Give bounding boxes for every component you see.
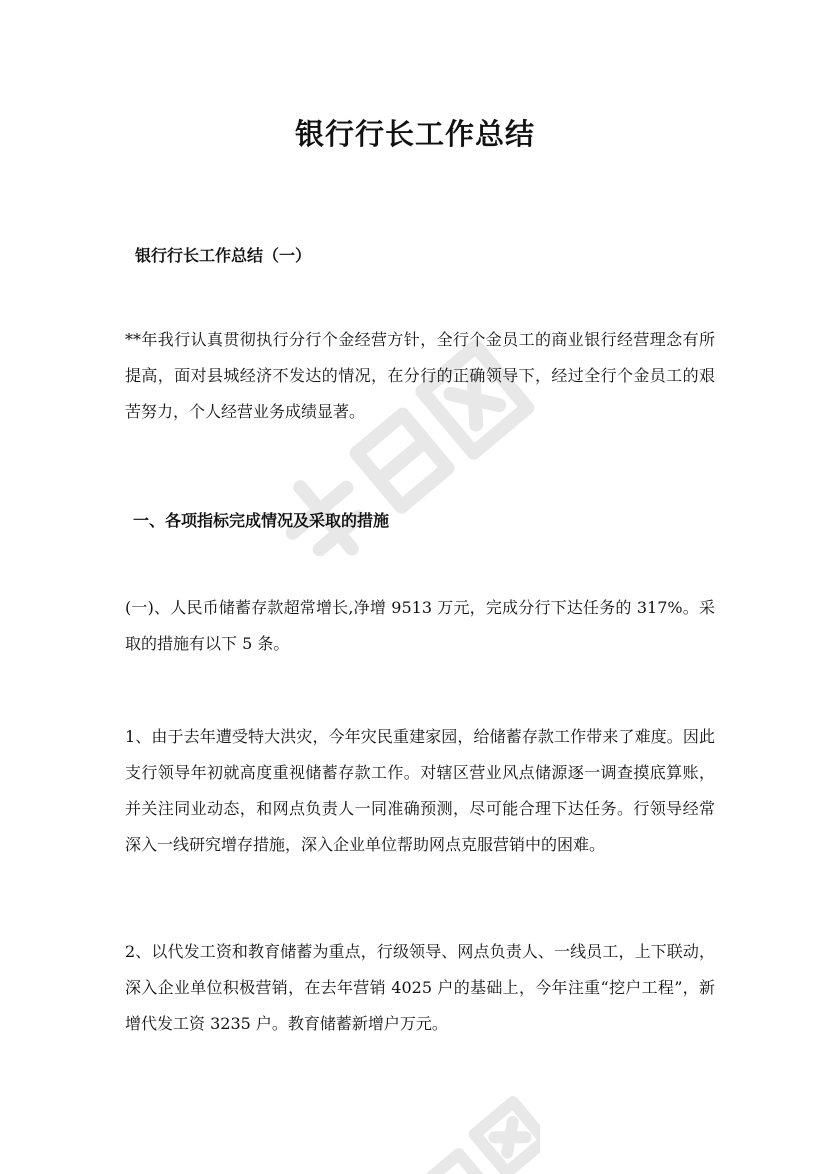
watermark-logo-bottom [380,1080,540,1174]
item-a-paragraph: (一)、人民币储蓄存款超常增长,净增 9513 万元，完成分行下达任务的 317%。采取的措施有以下 5 条。 [125,598,715,653]
item-2-paragraph: 2、以代发工资和教育储蓄为重点，行级领导、网点负责人、一线员工，上下联动，深入企业单位积极营销，在去年营销 4025 户的基础上，今年注重“挖户工程”，新增代发工资 3235 户。教育储蓄新增户万元。 [125,942,715,1033]
intro-paragraph: **年我行认真贯彻执行分行个金经营方针，全行个金员工的商业银行经营理念有所提高，面对县城经济不发达的情况，在分行的正确领导下，经过全行个金员工的艰苦努力，个人经营业务成绩显著。 [125,330,715,421]
section-heading: 一、各项指标完成情况及采取的措施 [133,511,390,530]
document-subtitle: 银行行长工作总结（一） [135,246,312,265]
document-title: 银行行长工作总结 [294,117,535,151]
item-1-paragraph: 1、由于去年遭受特大洪灾，今年灾民重建家园，给储蓄存款工作带来了难度。因此支行领导年初就高度重视储蓄存款工作。对辖区营业风点储源逐一调查摸底算账，并关注同业动态，和网点负责人一同准确预测，尽可能合理下达任务。行领导经常深入一线研究增存措施，深入企业单位帮助网点克服营销中的困难。 [125,727,715,854]
